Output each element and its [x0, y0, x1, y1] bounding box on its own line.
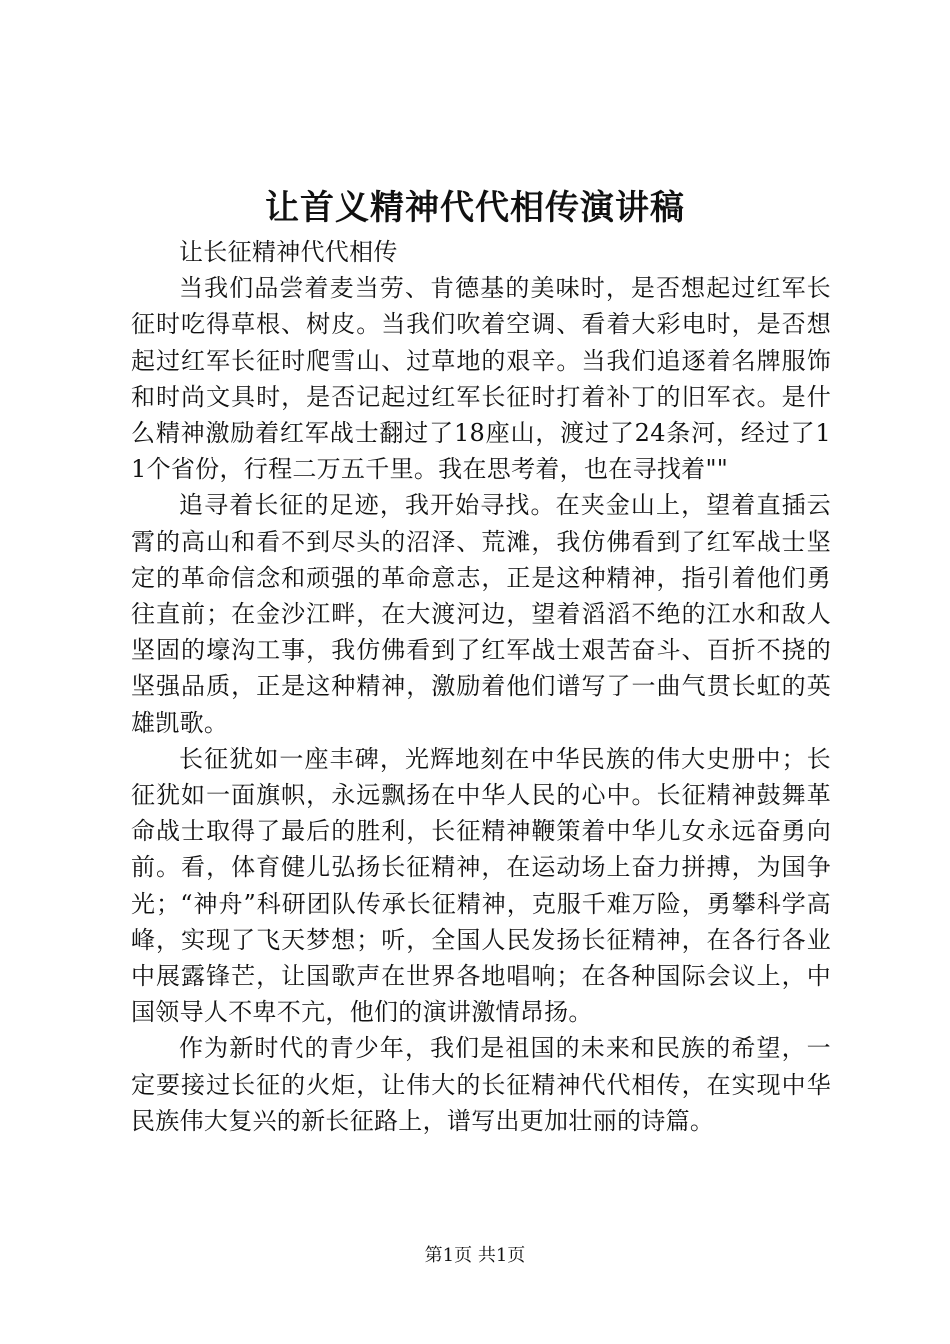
paragraph-4: 作为新时代的青少年，我们是祖国的未来和民族的希望，一定要接过长征的火炬，让伟大的长征精神代代相传，在实现中华民族伟大复兴的新长征路上，谱写出更加壮丽的诗篇。: [131, 1034, 831, 1135]
page-footer: 第1页 共1页: [424, 1245, 526, 1266]
paragraph-3: 长征犹如一座丰碑，光辉地刻在中华民族的伟大史册中；长征犹如一面旗帜，永远飘扬在中华人民的心中。长征精神鼓舞革命战士取得了最后的胜利，长征精神鞭策着中华儿女永远奋勇向前。看，体育健儿弘扬长征精神，在运动场上奋力拼搏，为国争光；“神舟”科研团队传承长征精神，克服千难万险，勇攀科学高峰，实现了飞天梦想；听，全国人民发扬长征精神，在各行各业中展露锋芒，让国歌声在世界各地唱响；在各种国际会议上，中国领导人不卑不亢，他们的演讲激情昂扬。: [131, 744, 831, 1027]
document-title: 让首义精神代代相传演讲稿: [265, 188, 685, 228]
subtitle-paragraph: 让长征精神代代相传: [179, 238, 398, 266]
paragraph-2: 追寻着长征的足迹，我开始寻找。在夹金山上，望着直插云霄的高山和看不到尽头的沼泽、荒滩，我仿佛看到了红军战士坚定的革命信念和顽强的革命意志，正是这种精神，指引着他们勇往直前；在金沙江畔，在大渡河边，望着滔滔不绝的江水和敌人坚固的壕沟工事，我仿佛看到了红军战士艰苦奋斗、百折不挠的坚强品质，正是这种精神，激励着他们谱写了一曲气贯长虹的英雄凯歌。: [131, 491, 831, 737]
document-body: [131, 234, 831, 1139]
paragraph-1: 当我们品尝着麦当劳、肯德基的美味时，是否想起过红军长征时吃得草根、树皮。当我们吹着空调、看着大彩电时，是否想起过红军长征时爬雪山、过草地的艰辛。当我们追逐着名牌服饰和时尚文具时，是否记起过红军长征时打着补丁的旧军衣。是什么精神激励着红军战士翻过了18座山，渡过了24条河，经过了11个省份，行程二万五千里。我在思考着，也在寻找着"": [131, 274, 831, 484]
